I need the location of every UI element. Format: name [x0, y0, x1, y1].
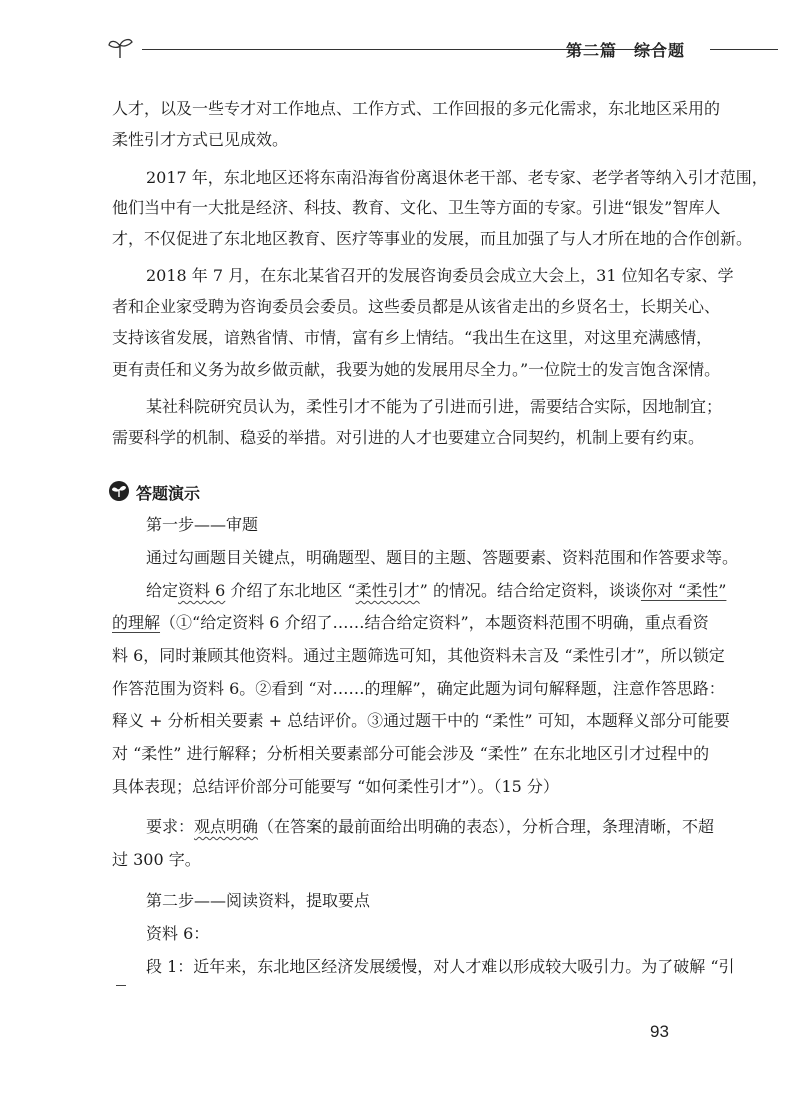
- highlight-requirement: 观点明确: [194, 817, 259, 836]
- text-line: 释义 + 分析相关要素 + 总结评价。③通过题干中的 “柔性” 可知，本题释义部分可能要: [112, 711, 730, 730]
- text-line: 具体表现；总结评价部分可能要写 “如何柔性引才”）。（15 分）: [112, 777, 559, 796]
- header-rule-right: [710, 49, 778, 50]
- text-span: （①“给定资料 6 介绍了……结合给定资料”，本题资料范围不明确，重点看资: [160, 613, 709, 632]
- question-line: [112, 613, 709, 633]
- text-span: 给定: [146, 581, 179, 600]
- step2-title: 第二步——阅读资料，提取要点: [146, 891, 371, 910]
- text-line: 料 6，同时兼顾其他资料。通过主题筛选可知，其他资料未言及 “柔性引才”，所以锁定: [112, 646, 725, 665]
- step1-title: 第一步——审题: [146, 515, 259, 534]
- text-line: 资料 6：: [146, 924, 210, 943]
- text-line: 需要科学的机制、稳妥的举措。对引进的人才也要建立合同契约，机制上要有约束。: [112, 428, 705, 447]
- text-line: 才，不仅促进了东北地区教育、医疗等事业的发展，而且加强了与人才所在地的合作创新。: [112, 229, 753, 248]
- text-line: 者和企业家受聘为咨询委员会委员。这些委员都是从该省走出的乡贤名士，长期关心、: [112, 297, 721, 316]
- highlight-question: 你对 “柔性”: [640, 581, 727, 600]
- highlight-question: 的理解: [112, 613, 161, 632]
- text-line: 柔性引才方式已见成效。: [112, 130, 289, 149]
- text-line: 2018 年 7 月，在东北某省召开的发展咨询委员会成立大会上，31 位知名专家、学: [146, 266, 734, 285]
- requirement-line: [146, 817, 714, 837]
- section-title: 答题演示: [136, 484, 201, 503]
- margin-mark: [116, 985, 126, 986]
- header-title: 第二篇 综合题: [566, 41, 686, 60]
- text-line: 某社科院研究员认为，柔性引才不能为了引进而引进，需要结合实际，因地制宜；: [146, 397, 723, 416]
- text-line: 人才，以及一些专才对工作地点、工作方式、工作回报的多元化需求，东北地区采用的: [112, 99, 721, 118]
- text-span: （在答案的最前面给出明确的表态），分析合理，条理清晰，不超: [258, 817, 715, 836]
- text-line: 作答范围为资料 6。②看到 “对……的理解”，确定此题为词句解释题，注意作答思路：: [112, 679, 725, 698]
- text-line: 通过勾画题目关键点，明确题型、题目的主题、答题要素、资料范围和作答要求等。: [146, 548, 739, 567]
- text-line: 2017 年，东北地区还将东南沿海省份离退休老干部、老专家、老学者等纳入引才范围，: [146, 168, 768, 187]
- page-number: 93: [650, 1022, 669, 1041]
- sprout-icon: [108, 36, 144, 60]
- text-span: 介绍了东北地区 “: [225, 581, 356, 600]
- text-span: 要求：: [146, 817, 195, 836]
- question-line: [146, 581, 726, 601]
- text-line: 他们当中有一大批是经济、科技、教育、文化、卫生等方面的专家。引进“银发”智库人: [112, 198, 721, 217]
- leaf-badge-icon: [108, 480, 130, 502]
- text-line: 过 300 字。: [112, 850, 201, 869]
- text-span: ” 的情况。结合给定资料，谈谈: [419, 581, 641, 600]
- text-line: 支持该省发展，谙熟省情、市情，富有乡上情结。“我出生在这里，对这里充满感情，: [112, 328, 713, 347]
- highlight-material: 资料 6: [178, 581, 226, 600]
- text-line: 段 1：近年来，东北地区经济发展缓慢，对人才难以形成较大吸引力。为了破解 “引: [146, 957, 735, 976]
- text-line: 对 “柔性” 进行解释；分析相关要素部分可能会涉及 “柔性” 在东北地区引才过程中的: [112, 744, 710, 763]
- text-line: 更有责任和义务为故乡做贡献，我要为她的发展用尽全力。”一位院士的发言饱含深情。: [112, 360, 721, 379]
- highlight-topic: 柔性引才: [355, 581, 420, 600]
